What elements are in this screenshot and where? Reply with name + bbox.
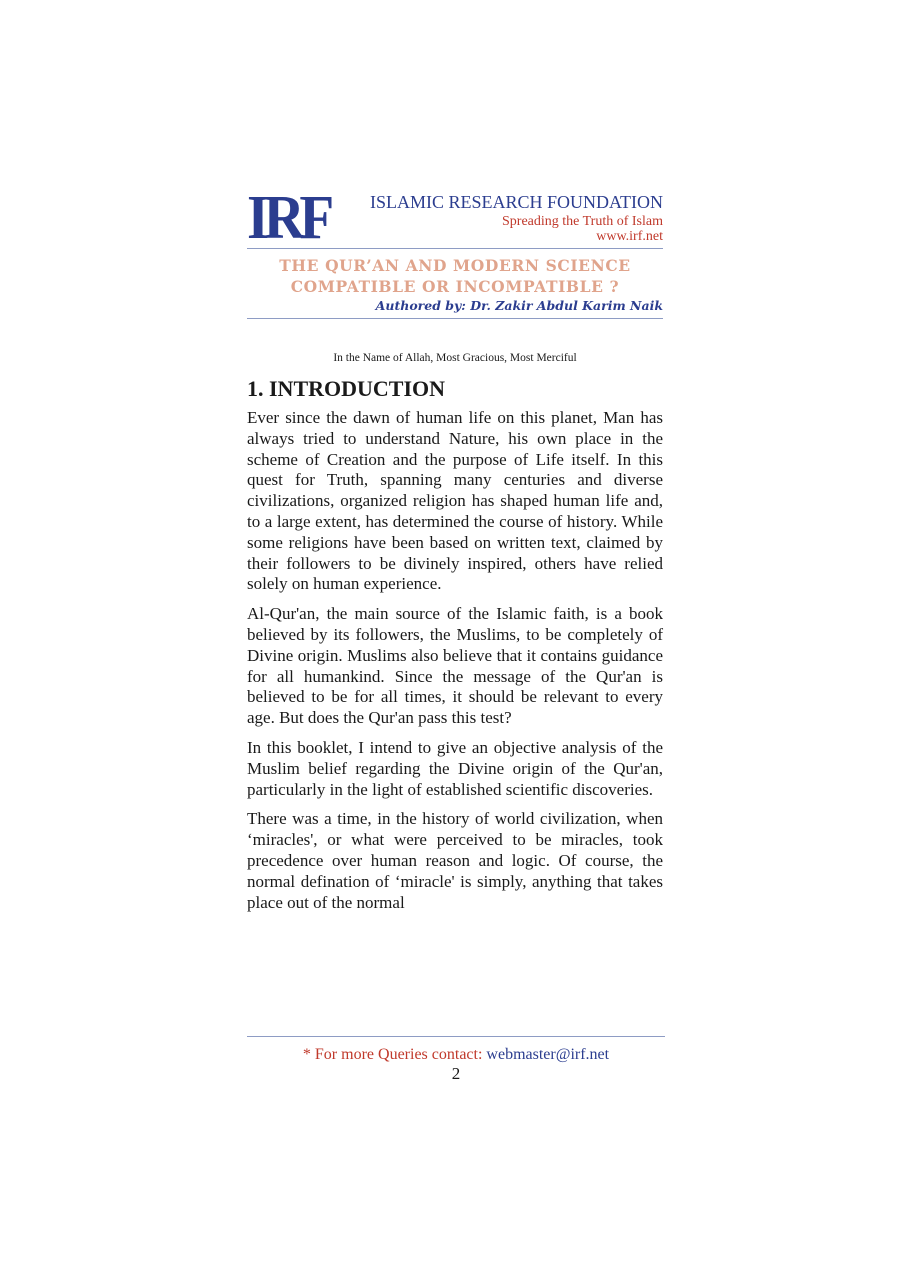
body-paragraph: There was a time, in the history of world civilization, when ‘miracles', or what were perceived to be miracles, took precedence over human reason and logic. Of course, the normal defination of ‘miracle' is simply, anything that takes place out of the normal — [247, 809, 663, 912]
booklet-title-line-1: THE QUR’AN AND MODERN SCIENCE — [279, 256, 631, 275]
section-heading: 1. INTRODUCTION — [247, 376, 446, 401]
bismillah-line: In the Name of Allah, Most Gracious, Most Merciful — [333, 352, 577, 364]
organization-website[interactable]: www.irf.net — [596, 229, 663, 244]
organization-name: ISLAMIC RESEARCH FOUNDATION — [369, 192, 663, 212]
irf-logo: IRF — [247, 184, 329, 252]
contact-email-link[interactable]: webmaster@irf.net — [486, 1046, 610, 1063]
document-page — [247, 184, 663, 922]
booklet-title — [247, 249, 663, 297]
body-paragraph: In this booklet, I intend to give an objective analysis of the Muslim belief regarding the Divine origin of the Qur'an, particularly in the light of established scientific discoveries. — [247, 737, 663, 799]
author-byline: Authored by: Dr. Zakir Abdul Karim Naik — [375, 298, 663, 313]
footer-divider — [247, 1036, 665, 1037]
page-header — [247, 184, 663, 252]
page-number: 2 — [451, 1064, 461, 1083]
booklet-title-line-2: COMPATIBLE OR INCOMPATIBLE ? — [290, 277, 620, 296]
page-footer — [247, 1036, 665, 1084]
body-paragraph: Ever since the dawn of human life on this planet, Man has always tried to understand Nature, his own place in the scheme of Creation and the purpose of Life itself. In this quest for Truth, spanning many centuries and diverse civilizations, organized religion has shaped human life and, to a large extent, has determined the course of history. While some religions have been based on written text, claimed by their followers to be divinely inspired, others have relied solely on human experience. — [247, 408, 663, 594]
organization-tagline: Spreading the Truth of Islam — [502, 214, 663, 229]
body-paragraph: Al-Qur'an, the main source of the Islamic faith, is a book believed by its followers, the Muslims, to be completely of Divine origin. Muslims also believe that it contains guidance for all humankind. Since the message of the Qur'an is believed to be for all times, it should be relevant to every age. But does the Qur'an pass this test? — [247, 604, 663, 728]
contact-label: * For more Queries contact: — [302, 1046, 487, 1063]
contact-line — [247, 1046, 665, 1064]
title-divider — [247, 318, 663, 319]
